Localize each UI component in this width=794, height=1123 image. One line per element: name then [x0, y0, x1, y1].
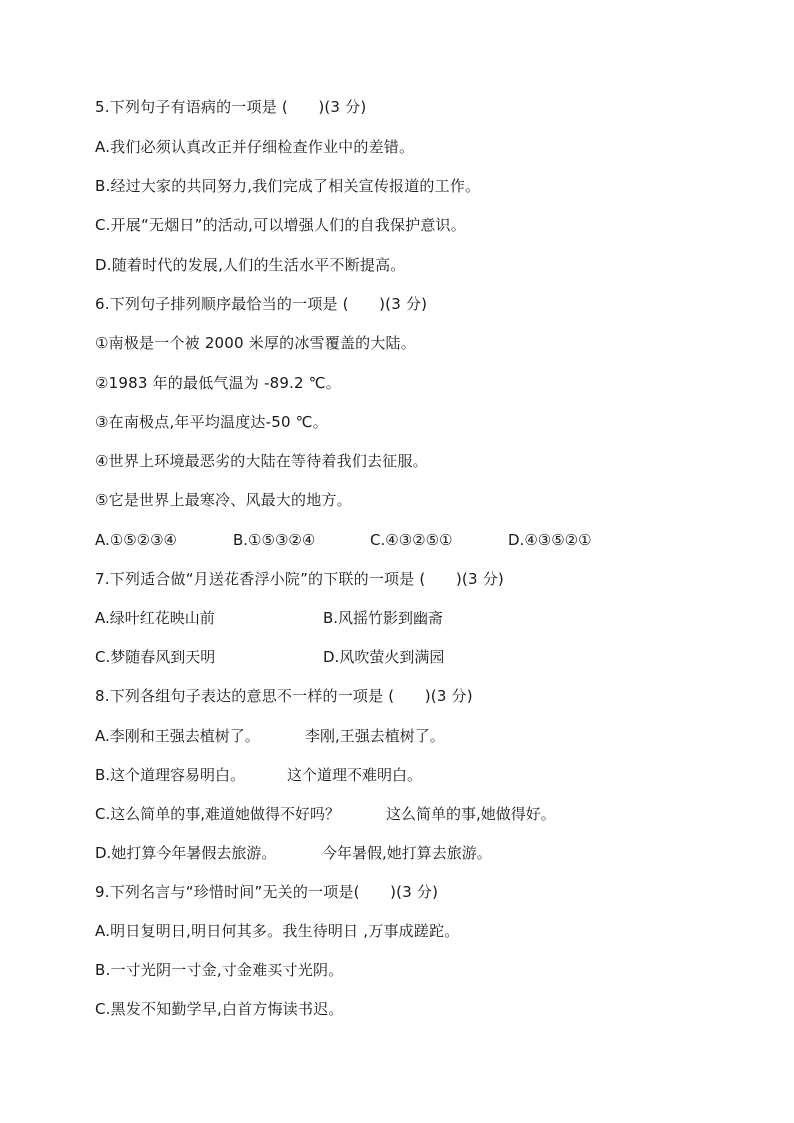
- question-6-option-d: D.④③⑤②①: [508, 531, 592, 549]
- question-5-option-c: C.开展“无烟日”的活动,可以增强人们的自我保护意识。: [95, 216, 466, 234]
- question-5-stem: 5.下列句子有语病的一项是 ( )(3 分): [95, 98, 367, 116]
- question-9-option-a: A.明日复明日,明日何其多。我生待明日 ,万事成蹉跎。: [95, 922, 460, 940]
- question-9-stem: 9.下列名言与“珍惜时间”无关的一项是( )(3 分): [95, 883, 439, 901]
- question-6-sentence-3: ③在南极点,年平均温度达-50 ℃。: [95, 413, 328, 431]
- question-8-stem: 8.下列各组句子表达的意思不一样的一项是 ( )(3 分): [95, 687, 473, 705]
- question-8-pair-b-first: B.这个道理容易明白。: [95, 766, 246, 784]
- question-6-option-c: C.④③②⑤①: [370, 531, 453, 549]
- question-6-option-b: B.①⑤③②④: [233, 531, 316, 549]
- question-8-pair-a-second: 李刚,王强去植树了。: [305, 727, 445, 745]
- question-7-stem: 7.下列适合做“月送花香浮小院”的下联的一项是 ( )(3 分): [95, 570, 504, 588]
- question-9-option-b: B.一寸光阴一寸金,寸金难买寸光阴。: [95, 961, 344, 979]
- question-8-pair-d-second: 今年暑假,她打算去旅游。: [322, 844, 492, 862]
- question-9-option-c: C.黑发不知勤学早,白首方悔读书迟。: [95, 1000, 344, 1018]
- question-7-option-d: D.风吹萤火到满园: [323, 648, 445, 666]
- question-5-option-d: D.随着时代的发展,人们的生活水平不断提高。: [95, 256, 406, 274]
- question-8-pair-a-first: A.李刚和王强去植树了。: [95, 727, 260, 745]
- question-7-option-a: A.绿叶红花映山前: [95, 609, 215, 627]
- question-6-option-a: A.①⑤②③④: [95, 531, 178, 549]
- question-6-sentence-1: ①南极是一个被 2000 米厚的冰雪覆盖的大陆。: [95, 334, 416, 352]
- question-6-stem: 6.下列句子排列顺序最恰当的一项是 ( )(3 分): [95, 295, 428, 313]
- question-6-sentence-2: ②1983 年的最低气温为 -89.2 ℃。: [95, 374, 341, 392]
- question-5-option-b: B.经过大家的共同努力,我们完成了相关宣传报道的工作。: [95, 177, 481, 195]
- question-7-option-c: C.梦随春风到天明: [95, 648, 216, 666]
- question-6-sentence-5: ⑤它是世界上最寒冷、风最大的地方。: [95, 491, 352, 509]
- question-8-pair-d-first: D.她打算今年暑假去旅游。: [95, 844, 277, 862]
- question-5-option-a: A.我们必须认真改正并仔细检查作业中的差错。: [95, 138, 415, 156]
- question-8-pair-c-second: 这么简单的事,她做得好。: [386, 805, 556, 823]
- question-8-pair-b-second: 这个道理不难明白。: [287, 766, 423, 784]
- question-7-option-b: B.风摇竹影到幽斋: [323, 609, 444, 627]
- question-8-pair-c-first: C.这么简单的事,难道她做得不好吗？: [95, 805, 341, 823]
- question-6-sentence-4: ④世界上环境最恶劣的大陆在等待着我们去征服。: [95, 452, 428, 470]
